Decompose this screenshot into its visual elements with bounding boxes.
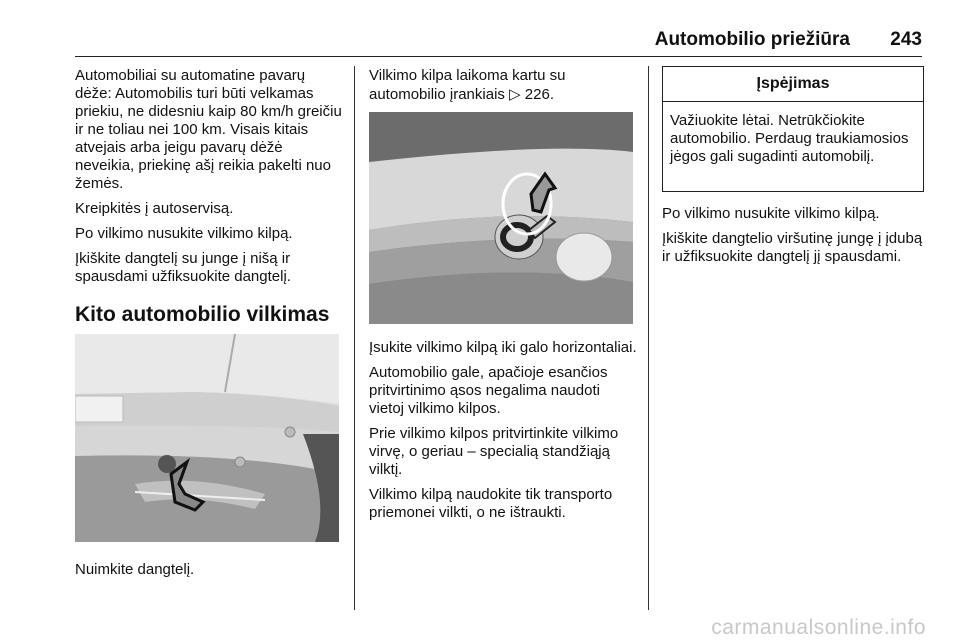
paragraph: Automobilio gale, apačioje esančios pritvirtinimo ąsos negalima naudoti vietoj vilkimo kilpos. [369,364,608,417]
paragraph: Įkiškite dangtelio viršutinę jungę į įdubą ir užfiksuokite dangtelį jį spausdami. [662,230,923,265]
paragraph: Prie vilkimo kilpos pritvirtinkite vilkimo virvę, o geriau – specialią standžiąją vilktį. [369,425,619,478]
warning-box [662,66,924,192]
column-divider-1 [354,66,355,610]
header-title: Automobilio priežiūra [654,29,850,50]
paragraph: Po vilkimo nusukite vilkimo kilpą. [662,205,880,222]
page-number: 243 [890,29,922,50]
column-2-body [369,339,639,529]
figure-caption: Nuimkite dangtelį. [75,561,195,578]
warning-text: Važiuokite lėtai. Netrūkčiokite automobilio. Perdaug traukiamosios jėgos gali sugadinti automobilį. [670,112,909,165]
paragraph: Kreipkitės į autoservisą. [75,200,234,217]
paragraph-with-reference [369,67,639,104]
paragraph: Automobiliai su automatine pavarų dėže: Automobilis turi būti velkamas priekiu, ne didesniu kaip 80 km/h greičiu ir ne toliau nei 100 km. Visais kitais atvejais arba jeigu pavarų dėžė neveikia, priekinę ašį reikia pakelti nuo žemės. [75,67,342,192]
paragraph: Vilkimo kilpą naudokite tik transporto priemonei vilkti, o ne ištraukti. [369,486,613,521]
warning-title: Įspėjimas [663,67,923,102]
column-divider-2 [648,66,649,610]
paragraph: Įkiškite dangtelį su junge į nišą ir spausdami užfiksuokite dangtelį. [75,250,291,285]
page-header [75,26,922,57]
paragraph: Po vilkimo nusukite vilkimo kilpą. [75,225,293,242]
column-3 [662,205,924,273]
reference-arrow-icon: ▷ [509,85,521,103]
intro-text: Vilkimo kilpa laikoma kartu su automobilio įrankiais [369,67,566,103]
rear-bumper-cover-illustration [75,334,339,542]
section-heading: Kito automobilio vilkimas [75,303,330,326]
column-2 [369,67,639,111]
column-1 [75,67,343,328]
watermark: carmanualsonline.info [711,616,926,639]
paragraph: Įsukite vilkimo kilpą iki galo horizontaliai. [369,339,637,356]
page-reference-link[interactable]: 226. [524,86,554,103]
towing-eye-illustration [369,112,633,324]
